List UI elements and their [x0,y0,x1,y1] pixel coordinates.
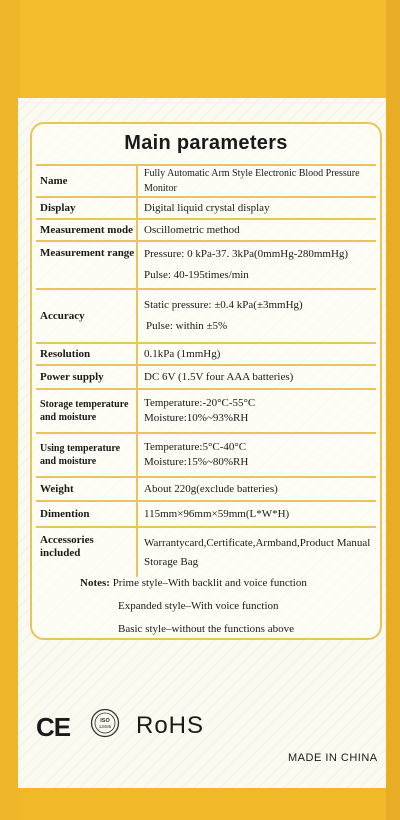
row-value: Pressure: 0 kPa-37. 3kPa(0mmHg-280mmHg) Pulse: 40-195times/min [137,241,376,289]
row-value: Digital liquid crystal display [137,197,376,219]
made-in-label: MADE IN CHINA [288,752,378,764]
table-row [36,197,376,219]
table-row [36,389,376,433]
box-top-yellow-band [0,0,400,112]
row-value: 0.1kPa (1mmHg) [137,343,376,365]
notes-label: Notes: [80,577,110,589]
row-label: Weight [36,477,137,501]
table-row [36,241,376,289]
box-left-edge [0,0,20,820]
parameters-table [36,164,376,577]
table-row [36,289,376,343]
iso-13485-seal-icon [90,708,120,738]
certification-marks [36,712,376,752]
row-label: Name [36,165,137,197]
box-right-edge [386,0,400,820]
ce-mark-icon: CE [36,712,71,742]
row-label: Dimention [36,501,137,527]
row-label: Resolution [36,343,137,365]
table-row [36,433,376,477]
row-value: About 220g(exclude batteries) [137,477,376,501]
table-row [36,477,376,501]
row-value: Temperature:5°C-40°C Moisture:15%~80%RH [137,433,376,477]
row-value: Temperature:-20°C-55°C Moisture:10%~93%RH [137,389,376,433]
table-row [36,165,376,197]
row-value: Static pressure: ±0.4 kPa(±3mmHg) Pulse: within ±5% [137,289,376,343]
table-row [36,501,376,527]
row-value: Oscillometric method [137,219,376,241]
row-value: 115mm×96mm×59mm(L*W*H) [137,501,376,527]
row-value: DC 6V (1.5V four AAA batteries) [137,365,376,389]
row-label: Storage temperature and moisture [36,389,137,433]
svg-text:ISO: ISO [100,718,110,724]
table-row [36,219,376,241]
parameters-card [30,122,382,640]
row-label: Measurement mode [36,219,137,241]
notes-block [80,572,307,641]
table-row [36,365,376,389]
table-row [36,343,376,365]
notes-line-1: Notes: Prime style–With backlit and voice function [80,577,307,589]
row-value: Warrantycard,Certificate,Armband,Product Manual Storage Bag [137,527,376,577]
notes-line-3: Basic style–without the functions above [118,623,294,635]
row-label: Accessories included [36,527,137,577]
notes-line-2: Expanded style–With voice function [118,600,279,612]
row-label: Display [36,197,137,219]
row-label: Power supply [36,365,137,389]
rohs-mark-icon: RoHS [136,712,205,739]
svg-text:13485: 13485 [98,724,112,729]
table-row [36,527,376,577]
row-label: Using temperature and moisture [36,433,137,477]
row-label: Measurement range [36,241,137,289]
row-label: Accuracy [36,289,137,343]
card-title: Main parameters [124,132,288,154]
row-value: Fully Automatic Arm Style Electronic Blood Pressure Monitor [137,165,376,197]
